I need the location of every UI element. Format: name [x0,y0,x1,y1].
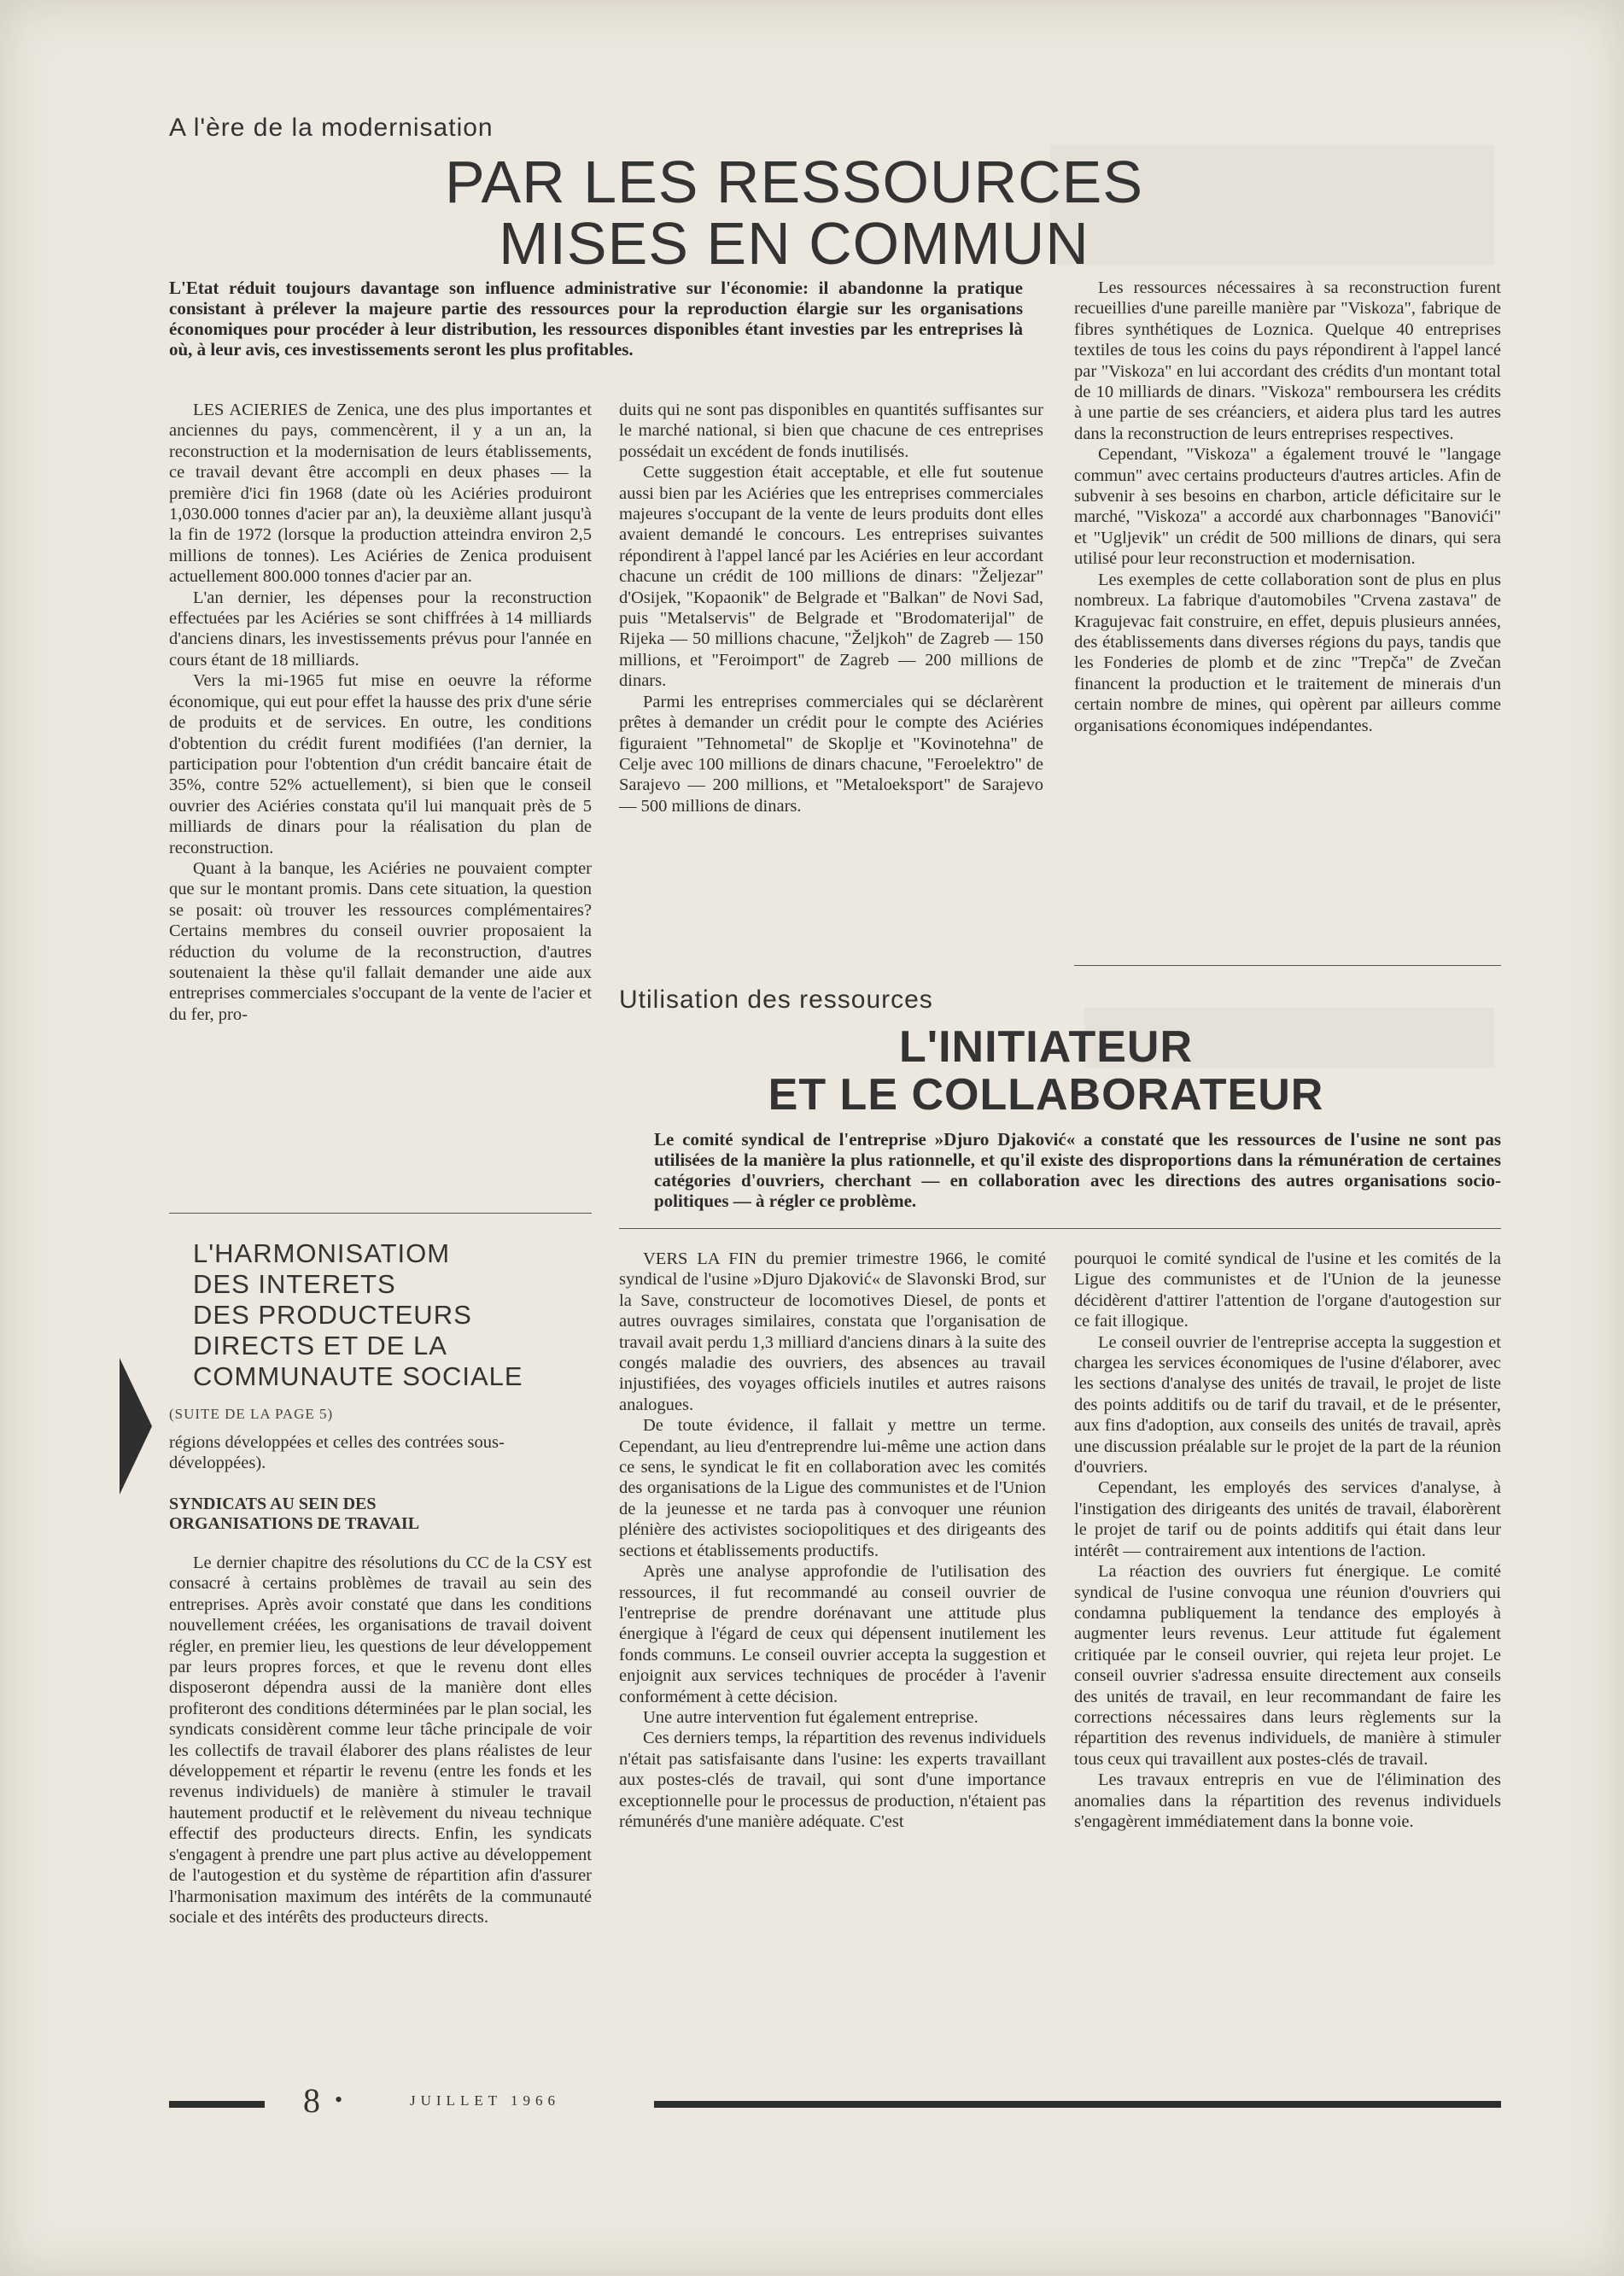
paragraph: pourquoi le comité syndical de l'usine et les comités de la Ligue des communistes et de l'Union de la jeunesse décidèrent d'attirer l'attention de l'organe d'autogestion sur ce fait illogique. [1074,1249,1501,1331]
article2-lead: Le comité syndical de l'entreprise »Djuro Djaković« a constaté que les ressources de l'usine ne sont pas utilisées de la manière la plus rationnelle, et qu'il existe des disproportions dans la rémunération de certaines catégories d'ouvriers, cherchant — en collaboration avec les directions des autres organisations socio-politiques — à régler ce problème. [654,1129,1501,1211]
footer-date: JUILLET 1966 [410,2092,561,2109]
article1-title-line1: PAR LES RESSOURCES [444,149,1144,215]
paragraph: duits qui ne sont pas disponibles en quantités suffisantes sur le marché national, si bien que chacune de ces entreprises possédait un excédent de fonds inutilisés. [619,401,1043,461]
subhead-line: ORGANISATIONS DE TRAVAIL [169,1514,420,1533]
paragraph: Après une analyse approfondie de l'utilisation des ressources, il fut recommandé au conseil ouvrier de l'entreprise de prendre dorénavant une attitude plus énergique à l'égard de ceux qui dépensent inutilement les fonds communs. Le conseil ouvrier accepta la suggestion et enjoignit aux services techniques de procéder à l'avenir conformément à cette décision. [619,1562,1046,1706]
paragraph: Vers la mi-1965 fut mise en oeuvre la réforme économique, qui eut pour effet la hausse des prix d'une série de produits et de services. En outre, les conditions d'obtention du crédit furent modifiées (l'an dernier, la participation pour l'obtention d'un crédit bancaire était de 35%, contre 52% actuellement), si bien que le conseil ouvrier des Aciéries constata qu'il lui manquait près de 5 milliards de dinars pour la réalisation du plan de reconstruction. [169,671,592,857]
footer-bullet: • [335,2087,343,2112]
paragraph: LES ACIERIES de Zenica, une des plus importantes et anciennes du pays, commencèrent, il y a un an, la reconstruction et la modernisation de leurs établissements, ce travail devant être accompli en deux phases — la première d'ici fin 1968 (date où les Aciéries produiront 1,030.000 tonnes d'acier par an), la deuxième allant jusqu'à la fin de 1972 (lorsque la production atteindra environ 2,5 millions de tonnes). Les Aciéries de Zenica produisent actuellement 800.000 tonnes d'acier par an. [169,401,592,587]
divider-rule [1074,965,1501,966]
paragraph: La réaction des ouvriers fut énergique. Le comité syndical de l'usine convoqua une réunion d'ouvriers qui condamna publiquement la tendance des employés à augmenter leurs revenus. Leur attitude fut également critiquée par le conseil ouvrier, qui rejeta leur projet. Le conseil ouvrier s'adressa ensuite directement aux conseils des unités de travail, en leur recommandant de faire les corrections nécessaires dans leurs règlements sur la répartition des revenus individuels, de manière à stimuler tous ceux qui travaillent aux postes-clés de travail. [1074,1562,1501,1769]
paragraph: Une autre intervention fut également entreprise. [643,1707,978,1727]
sidebar-title-line: DES INTERETS [193,1269,396,1299]
article1-lead: L'Etat réduit toujours davantage son influence administrative sur l'économie: il abandonne la pratique consistant à prélever la majeure partie des ressources pour la reproduction élargie sur les organisations économiques pour procéder à leur distribution, les ressources disponibles étant investies par les entreprises là où, à leur avis, ces investissements seront les plus profitables. [169,278,1023,360]
article2-column-1 [619,1249,1046,1832]
footer-bar-right [654,2101,1501,2108]
paragraph: Le dernier chapitre des résolutions du CC de la CSY est consacré à certains problèmes de travail au sein des entreprises. Après avoir constaté que dans les conditions nouvellement créées, les organisations de travail doivent régler, en premier lieu, les questions de leur développement par leurs propres forces, et que le revenu dont elles disposeront dépendra aussi de la manière dont elles profiteront des conditions déterminées par le plan social, les syndicats considèrent comme leur tâche principale de voir les collectifs de travail élaborer des plans réalistes de leur développement et répartir le revenu (entre les fonds et les revenus individuels) de manière à stimuler le travail hautement productif et le relèvement du niveau technique effectif des producteurs directs. Enfin, les syndicats s'engagent à prendre une part plus active au développement de l'autogestion et du système de répartition afin d'assurer l'harmonisation maximum des intérêts de la communauté sociale et des intérêts des producteurs directs. [169,1553,592,1927]
article2-column-2 [1074,1249,1501,1832]
sidebar-title-line: L'HARMONISATIOM [193,1238,451,1268]
paragraph: Les travaux entrepris en vue de l'élimination des anomalies dans la répartition des revenus individuels s'engagèrent immédiatement dans la bonne voie. [1074,1770,1501,1831]
paragraph: Cependant, les employés des services d'analyse, à l'instigation des dirigeants des unités de travail, élaborèrent le projet de tarif ou de points additifs qui était dans leur intérêt — contrairement aux intentions de l'action. [1074,1478,1501,1560]
article2-title-line2: ET LE COLLABORATEUR [768,1070,1324,1120]
article2-title-line1: L'INITIATEUR [898,1022,1194,1072]
sidebar-subhead [169,1495,592,1534]
article1-title-line2: MISES EN COMMUN [499,210,1089,277]
divider-rule [169,1213,592,1214]
article1-column-1 [169,400,592,1025]
sidebar-title-line: COMMUNAUTE SOCIALE [193,1361,523,1391]
paragraph: De toute évidence, il fallait y mettre un terme. Cependant, au lieu d'entreprendre lui-même une action dans ce sens, le syndicat le fit en collaboration avec les comités des organisations de la Ligue des communistes et de l'Union de la jeunesse et ne tarda pas à convoquer une réunion plénière des activistes sociopolitiques et des dirigeants des sections et établissements productifs. [619,1416,1046,1560]
divider-rule [619,1228,1501,1229]
paragraph: Les exemples de cette collaboration sont de plus en plus nombreux. La fabrique d'automobiles "Crvena zastava" de Kragujevac fait construire, en effet, depuis plusieurs années, des établissements dans diverses régions du pays, tandis que les Fonderies de plomb et de zinc "Trepča" de Zvečan financent la production et le traitement de minerais d'un certain nombre de mines, qui opèrent par ailleurs comme organisations économiques indépendantes. [1074,570,1501,735]
paragraph: Ces derniers temps, la répartition des revenus individuels n'était pas satisfaisante dans l'usine: les experts travaillant aux postes-clés de travail, qui sont d'une importance exceptionnelle pour le processus de production, n'étaient pas rémunérés d'une manière adéquate. C'est [619,1729,1046,1831]
arrow-marker-icon [120,1358,152,1495]
article1-column-2 [619,400,1043,816]
subhead-line: SYNDICATS AU SEIN DES [169,1495,377,1513]
sidebar-title-line: DIRECTS ET DE LA [193,1331,447,1360]
page-number: 8 [303,2081,320,2120]
sidebar-title [193,1238,594,1392]
paragraph: Cependant, "Viskoza" a également trouvé le "langage commun" avec certains producteurs d'autres articles. Afin de subvenir à ses besoins en charbon, article déficitaire sur le marché, "Viskoza" a accordé aux charbonnages "Banovići" et "Ugljevik" un crédit de 500 millions de dinars, qui sera utilisé pour leur reconstruction et modernisation. [1074,445,1501,569]
paragraph: Parmi les entreprises commerciales qui se déclarèrent prêtes à demander un crédit pour le compte des Aciéries figuraient "Tehnometal" de Skoplje et "Kovinotehna" de Celje avec 100 millions de dinars chacune, "Feroelektro" de Sarajevo — 200 millions, et "Metaloeksport" de Sarajevo — 500 millions de dinars. [619,692,1043,816]
footer-bar-left [169,2101,265,2108]
paragraph: Cette suggestion était acceptable, et elle fut soutenue aussi bien par les Aciéries que les entreprises commerciales majeures s'occupant de la vente de leurs produits dont elles avaient demandé le concours. Les entreprises suivantes répondirent à l'appel lancé par les Aciéries en leur accordant chacune un crédit de 100 millions de dinars: "Željezar" d'Osijek, "Kopaonik" de Belgrade et "Balkan" de Novi Sad, puis "Metalservis" de Belgrade et "Brodomaterijal" de Rijeka — 50 millions chacune, "Željkoh" de Zagreb — 150 millions, et "Feroimport" de Zagreb — 200 millions de dinars. [619,463,1043,691]
paragraph: L'an dernier, les dépenses pour la reconstruction effectuées par les Aciéries se sont chiffrées à 14 milliards d'anciens dinars, les investissements prévus pour l'année en cours étant de 18 milliards. [169,588,592,670]
article1-column-3 [1074,278,1501,736]
paragraph: Les ressources nécessaires à sa reconstruction furent recueillies d'une pareille manière par "Viskoza", fabrique de fibres synthétiques de Loznica. Quelque 40 entreprises textiles de tous les coins du pays répondirent à l'appel lancé par "Viskoza" en lui accordant des crédits d'un montant total de 10 milliards de dinars. "Viskoza" remboursera les crédits à une partie de ses créanciers, et aidera plus tard les autres dans la reconstruction de leurs entreprises respectives. [1074,278,1501,443]
sidebar-body [169,1553,592,1928]
continued-note: (SUITE DE LA PAGE 5) [169,1406,334,1422]
sidebar-title-line: DES PRODUCTEURS [193,1300,472,1330]
paragraph: Quant à la banque, les Aciéries ne pouvaient compter que sur le montant promis. Dans cete situation, la question se posait: où trouver les ressources complémentaires? Certains membres du conseil ouvrier proposaient la réduction du volume de la reconstruction, d'autres soutenaient la thèse qu'il fallait demander une aide aux entreprises commerciales s'occupant de la vente de l'acier et du fer, pro- [169,858,592,1024]
article2-kicker: Utilisation des ressources [619,986,933,1014]
article1-kicker: A l'ère de la modernisation [169,114,494,142]
paragraph: VERS LA FIN du premier trimestre 1966, le comité syndical de l'usine »Djuro Djaković« de Slavonski Brod, sur la Save, constructeur de locomotives Diesel, de ponts et autres ouvrages similaires, constata que l'organisation de travail avait perdu 1,3 milliard d'anciens dinars à la suite des congés maladie des ouvriers, des absences au travail injustifiées, des voyages officiels inutiles et autres raisons analogues. [619,1249,1046,1414]
sidebar-intro: régions développées et celles des contrées sous-développées). [169,1433,505,1473]
paragraph: Le conseil ouvrier de l'entreprise accepta la suggestion et chargea les services économiques de l'usine d'élaborer, avec les sections d'analyse des unités de travail, le projet de liste des points additifs ou de tarif du travail, et de le présenter, aux fins d'adoption, aux conseils des unités de travail, après une discussion préalable sur le projet de la part de la réunion d'ouvriers. [1074,1332,1501,1477]
